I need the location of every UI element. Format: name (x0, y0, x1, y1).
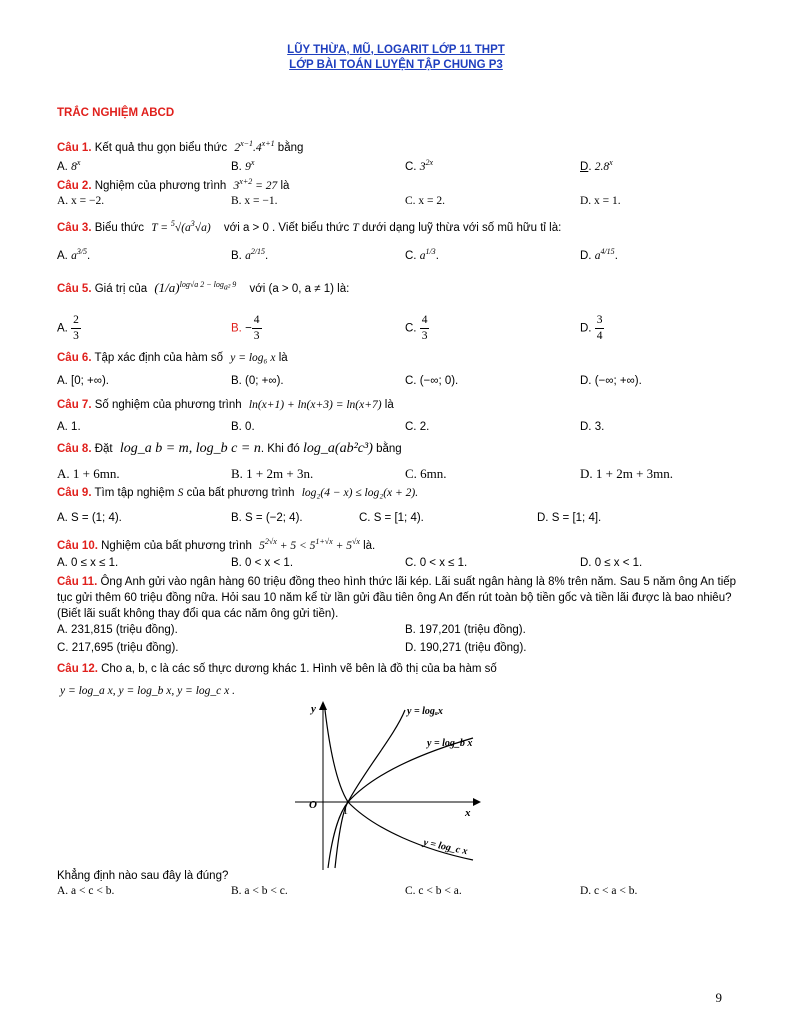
question-6: Câu 6. Tập xác định của hàm số y = log₆ x là (57, 352, 288, 364)
q2-option-a[interactable]: A. x = −2. (57, 195, 105, 207)
q7-option-b[interactable]: B. 0. (231, 421, 255, 433)
q10-option-c[interactable]: C. 0 < x ≤ 1. (405, 557, 468, 569)
label-log-a: y = logₐx (407, 706, 443, 717)
question-5: Câu 5. Giá trị của $(1/a)^{log√a 2 - log_{a^2} 9}$ với (a > 0, a ≠ 1) là: (57, 280, 350, 295)
q2-option-c[interactable]: C. x = 2. (405, 195, 446, 207)
label-log-b: y = log_b x (427, 738, 473, 749)
page-number: 9 (715, 990, 722, 1005)
q5-option-b[interactable]: B. − $\frac{4}{3}$ (231, 314, 260, 342)
q11-option-b[interactable]: B. 197,201 (triệu đồng). (405, 624, 526, 636)
q8-option-a[interactable]: A. 1 + 6mn. (57, 466, 120, 481)
question-3: Câu 3. Biểu thức $T = ^5√(a^3√a)$ với a > 0 . Viết biểu thức T dưới dạng luỹ thừa với số mũ hữu tỉ là: (57, 219, 562, 234)
q8-option-b[interactable]: B. 1 + 2m + 3n. (231, 466, 314, 481)
q12-option-a[interactable]: A. a < c < b. (57, 885, 115, 897)
q8-option-d[interactable]: D. 1 + 2m + 3mn. (580, 466, 674, 481)
q12-functions: y = log_a x, y = log_b x, y = log_c x . (60, 685, 235, 697)
one-label: 1 (343, 806, 348, 817)
q1-option-c[interactable]: C. $3^{2x}$ (405, 158, 434, 173)
q5-option-d[interactable]: D. $\frac{3}{4}$ (580, 314, 603, 342)
q7-option-c[interactable]: C. 2. (405, 421, 430, 433)
q6-option-b[interactable]: B. (0; +∞). (231, 375, 284, 387)
x-axis-label: x (465, 807, 471, 819)
q2-option-d[interactable]: D. x = 1. (580, 195, 621, 207)
q3-option-b[interactable]: B. $a^{2/15}$. (231, 247, 269, 262)
q8-option-c[interactable]: C. 6mn. (405, 466, 447, 481)
q9-option-d[interactable]: D. S = [1; 4]. (537, 512, 602, 524)
question-11: Câu 11. Ông Anh gửi vào ngân hàng 60 triệu đồng theo hình thức lãi kép. Lãi suất ngân hàng là 8% trên năm. Sau 5 năm ông An tiếp tục gửi thêm 60 triệu đồng nữa. Hỏi sau 10 năm kể từ lần gửi đầu tiên ông An đến rút toàn bộ tiền gốc và tiền lãi được là bao nhiêu? (Biết lãi suất không thay đổi qua các năm ông gửi tiền). (57, 576, 737, 620)
doc-title-line2: LỚP BÀI TOÁN LUYỆN TẬP CHUNG P3 (289, 59, 503, 71)
label-log-c: y = log_c x (422, 837, 469, 858)
q5-option-a[interactable]: A. $\frac{2}{3}$ (57, 314, 79, 342)
q7-option-a[interactable]: A. 1. (57, 421, 81, 433)
q1-option-a[interactable]: A. 8$^x$ (57, 158, 81, 173)
curve-log-c (325, 710, 473, 860)
q7-option-d[interactable]: D. 3. (580, 421, 605, 433)
q9-option-a[interactable]: A. S = (1; 4). (57, 512, 122, 524)
q11-option-a[interactable]: A. 231,815 (triệu đồng). (57, 624, 178, 636)
q12-option-c[interactable]: C. c < b < a. (405, 885, 462, 897)
curve-log-a (335, 710, 405, 868)
y-axis-label: y (311, 703, 316, 715)
question-2: Câu 2. Nghiệm của phương trình $3^{x+2} = 27$ là (57, 177, 290, 192)
origin-label: O (309, 799, 317, 811)
q1-option-d[interactable]: D. 2.8$^x$ (580, 158, 613, 173)
q5-option-c[interactable]: C. $\frac{4}{3}$ (405, 314, 428, 342)
question-10: Câu 10. Nghiệm của bất phương trình $5^{2√x} + 5 < 5^{1+√x} + 5^{√x}$ là. (57, 537, 376, 552)
q12-option-b[interactable]: B. a < b < c. (231, 885, 288, 897)
q3-option-a[interactable]: A. $a^{3/5}$. (57, 247, 91, 262)
log-graph (295, 700, 495, 870)
q11-option-d[interactable]: D. 190,271 (triệu đồng). (405, 642, 527, 654)
question-8: Câu 8. Đặt log_a b = m, log_b c = n. Khi đó log_a(ab²c³) bằng (57, 441, 402, 456)
question-12: Câu 12. Cho a, b, c là các số thực dương khác 1. Hình vẽ bên là đồ thị của ba hàm số (57, 663, 497, 675)
q10-option-a[interactable]: A. 0 ≤ x ≤ 1. (57, 557, 119, 569)
question-7: Câu 7. Số nghiệm của phương trình ln(x+1) + ln(x+3) = ln(x+7) là (57, 399, 394, 411)
section-title: TRẮC NGHIỆM ABCD (57, 107, 175, 119)
q12-ask: Khẳng định nào sau đây là đúng? (57, 870, 229, 882)
q10-option-b[interactable]: B. 0 < x < 1. (231, 557, 294, 569)
q3-option-c[interactable]: C. $a^{1/3}$. (405, 247, 439, 262)
doc-title-line1: LŨY THỪA, MŨ, LOGARIT LỚP 11 THPT (287, 44, 505, 56)
q1-option-b[interactable]: B. 9$^x$ (231, 158, 255, 173)
question-9: Câu 9. Tìm tập nghiệm S của bất phương trình log₂(4 − x) ≤ log₂(x + 2). (57, 487, 419, 499)
q12-option-d[interactable]: D. c < a < b. (580, 885, 638, 897)
q9-option-c[interactable]: C. S = [1; 4). (359, 512, 424, 524)
q2-option-b[interactable]: B. x = −1. (231, 195, 278, 207)
q11-option-c[interactable]: C. 217,695 (triệu đồng). (57, 642, 179, 654)
q6-option-c[interactable]: C. (−∞; 0). (405, 375, 459, 387)
q10-option-d[interactable]: D. 0 ≤ x < 1. (580, 557, 643, 569)
q6-option-d[interactable]: D. (−∞; +∞). (580, 375, 642, 387)
q9-option-b[interactable]: B. S = (−2; 4). (231, 512, 303, 524)
q6-option-a[interactable]: A. [0; +∞). (57, 375, 109, 387)
question-1: Câu 1. Kết quả thu gọn biểu thức $2^{x-1}.4^{x+1}$ bằng (57, 139, 304, 154)
q3-option-d[interactable]: D. $a^{4/15}$. (580, 247, 618, 262)
